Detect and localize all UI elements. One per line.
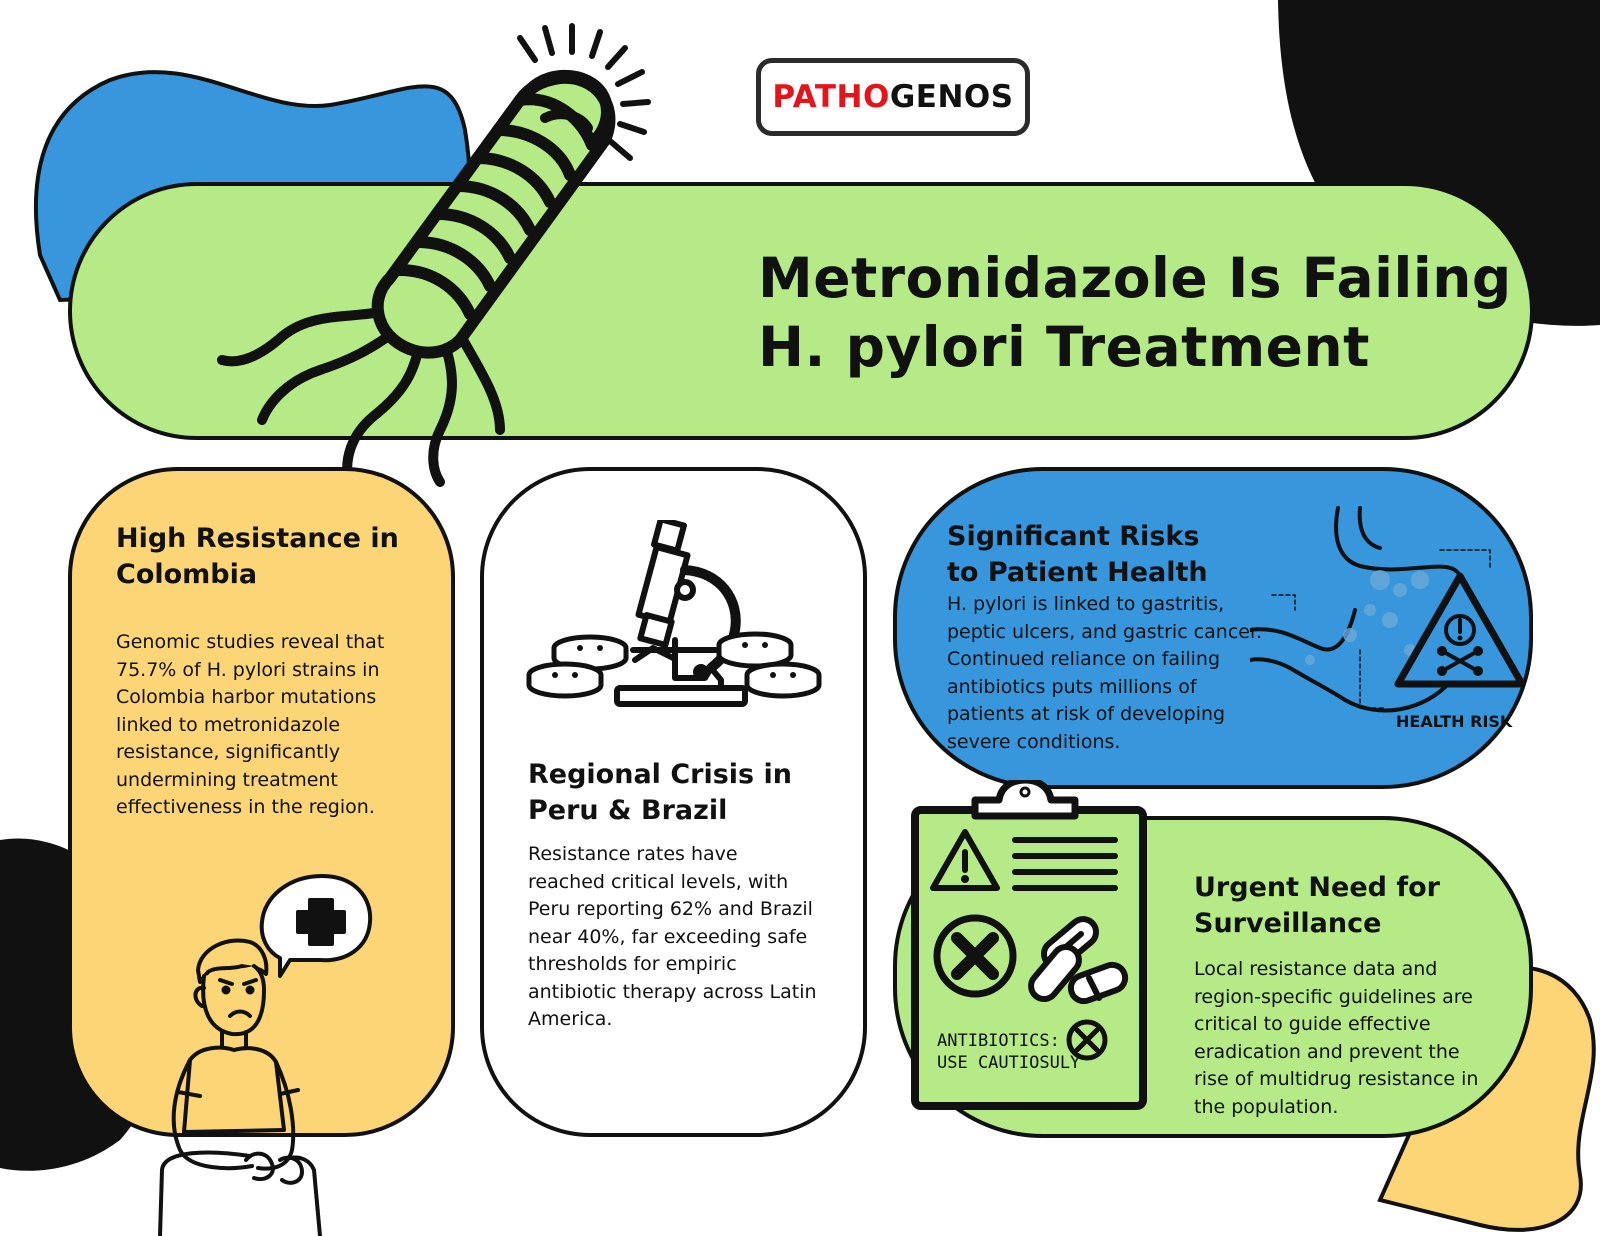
microscope-icon: [525, 520, 825, 710]
card-surveillance-body: Local resistance data and region-specific guidelines are critical to guide effective eradication and prevent the rise of multidrug resistance in the population.: [1194, 958, 1479, 1118]
card-colombia-heading: High Resistance in Colombia: [116, 523, 399, 590]
brand-part1: PATHO: [772, 79, 890, 115]
card-risks-heading: Significant Risks to Patient Health: [947, 521, 1208, 588]
card-peru-brazil-body: Resistance rates have reached critical levels, with Peru reporting 62% and Brazil near 40%, far exceeding safe thresholds for empiric antibiotic therapy across Latin America.: [528, 843, 817, 1030]
card-peru-brazil-heading: Regional Crisis in Peru & Brazil: [528, 759, 792, 826]
brand-part2: GENOS: [889, 79, 1014, 115]
medical-cross-icon: [262, 876, 370, 976]
title-line1: Metronidazole Is Failing: [758, 246, 1512, 310]
health-risk-label: HEALTH RISK: [1396, 712, 1513, 731]
stomach-icon: [1250, 500, 1530, 740]
antibiotics-label: [937, 1030, 1080, 1074]
bacterium-icon: [200, 20, 660, 490]
title-line2: H. pylori Treatment: [758, 315, 1370, 379]
card-colombia-body: Genomic studies reveal that 75.7% of H. pylori strains in Colombia harbor mutations linked to metronidazole resistance, significantly undermining treatment effectiveness in the region.: [116, 631, 385, 818]
antibiotics-label-line2: USE CAUTIOSULY: [937, 1053, 1081, 1073]
warning-triangle-icon: [1398, 576, 1522, 684]
card-surveillance-heading: Urgent Need for Surveillance: [1194, 872, 1440, 939]
brand-logo: [756, 58, 1030, 136]
page-title: [758, 244, 1512, 382]
antibiotics-label-line1: ANTIBIOTICS:: [937, 1031, 1060, 1051]
worried-person-icon: [150, 870, 380, 1236]
card-risks-body: H. pylori is linked to gastritis, peptic ulcers, and gastric cancer. Continued reliance on failing antibiotics puts millions of patients at risk of developing severe conditions.: [947, 593, 1263, 753]
